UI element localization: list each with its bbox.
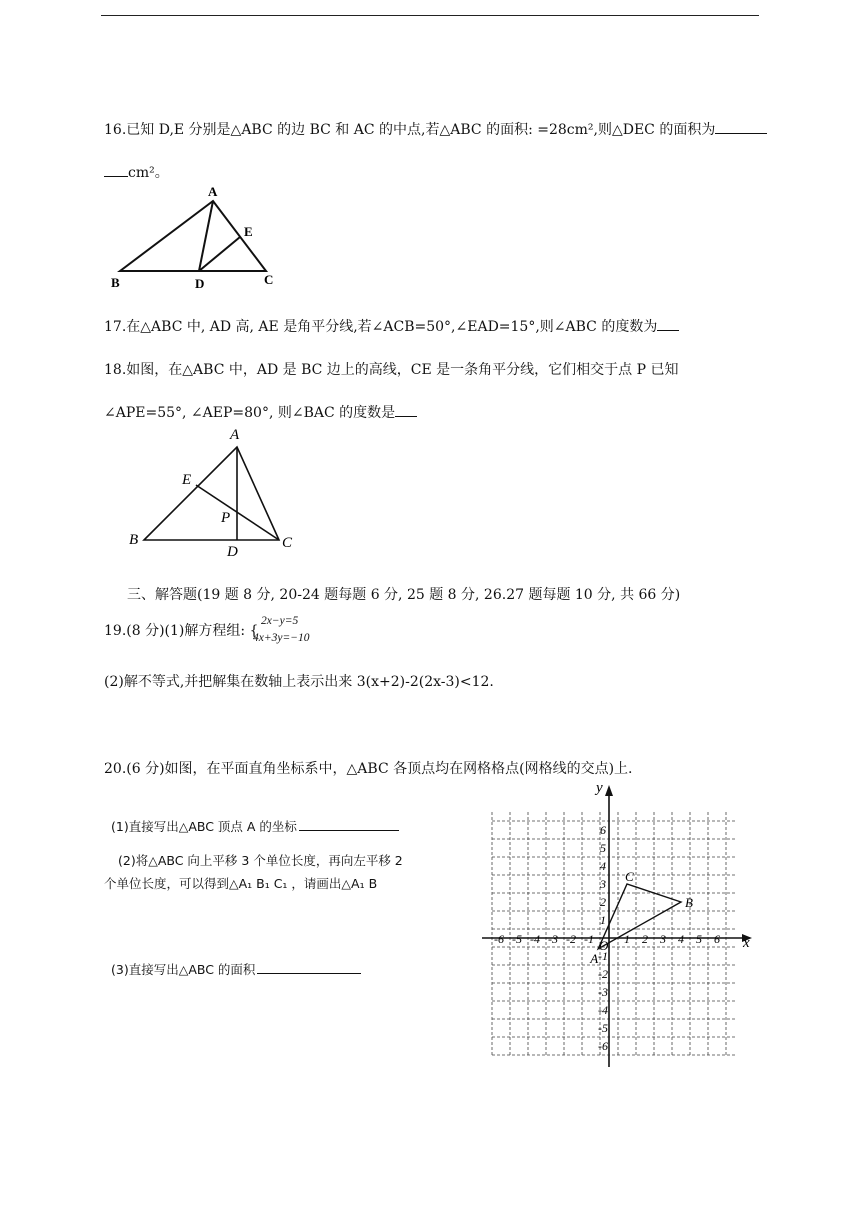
x-tick-label: -2 [566,932,576,946]
point-label-b: B [685,895,693,910]
q19-equation-2: 4x+3y=−10 [253,632,310,644]
q18-label-p: P [221,510,231,526]
q20-coordinate-grid [480,780,760,1070]
q18-label-d: D [227,544,238,560]
header-rule [101,15,759,16]
q20-sub2-line1: (2)将△ABC 向上平移 3 个单位长度，再向左平移 2 [118,853,403,868]
y-tick-label: 4 [600,859,606,873]
y-tick-label: -2 [598,967,608,981]
q18-label-b: B [129,532,139,548]
y-tick-label: -3 [598,985,608,999]
q18-label-a: A [230,427,240,443]
q17-text [104,318,679,336]
q20-sub3-text: (3)直接写出△ABC 的面积 [111,962,256,977]
q17-answer-blank [657,318,679,331]
x-tick-label: -1 [584,932,594,946]
q20-sub1 [111,818,399,836]
y-tick-label: 1 [600,913,606,927]
x-tick-label: -6 [494,932,504,946]
q18-label-e: E [182,472,192,488]
q16-label-b: B [111,275,120,290]
q18-triangle-figure [120,422,310,562]
y-tick-label: -5 [598,1021,608,1035]
x-tick-label: -5 [512,932,522,946]
y-tick-label: 3 [600,877,606,891]
y-tick-label: -1 [598,949,608,963]
q18-answer-blank [395,404,417,417]
q16-label-d: D [195,276,205,291]
q18-line1: 18.如图，在△ABC 中，AD 是 BC 边上的高线，CE 是一条角平分线，它们相交于点 P 已知 [104,362,679,378]
section3-heading: 三、解答题(19 题 8 分, 20-24 题每题 6 分, 25 题 8 分, 26.27 题每题 10 分, 共 66 分) [127,587,681,603]
q18-statement: ∠APE=55°, ∠AEP=80°, 则∠BAC 的度数是 [104,405,396,421]
q20-sub3-blank [257,961,361,974]
x-tick-label: 1 [624,932,630,946]
q18-label-c: C [282,535,293,551]
x-tick-label: -4 [530,932,540,946]
q16-answer-blank-cont [104,164,128,177]
y-tick-label: -6 [598,1039,608,1053]
q17-statement: 17.在△ABC 中, AD 高, AE 是角平分线,若∠ACB=50°,∠EAD=15°,则∠ABC 的度数为 [104,319,658,335]
q18-line2 [104,404,417,422]
q16-answer-blank [715,121,767,134]
point-label-a: A [590,950,599,966]
x-tick-label: 2 [642,932,648,946]
y-tick-label: 2 [600,895,606,909]
x-axis-label: x [743,935,750,951]
x-tick-label: 5 [696,932,702,946]
q16-triangle-figure [100,180,290,295]
y-axis-arrow [605,785,613,796]
y-axis-label: y [596,780,603,796]
q16-text [104,121,767,139]
y-tick-label: -4 [598,1003,608,1017]
q20-intro: 20.(6 分)如图，在平面直角坐标系中，△ABC 各顶点均在网格格点(网格线的交点)上. [104,761,633,777]
x-tick-label: -3 [548,932,558,946]
q20-sub2-line2: 个单位长度，可以得到△A₁ B₁ C₁ ，请画出△A₁ B [104,876,378,891]
q19-equation-1: 2x−y=5 [261,615,299,627]
q19-part2: (2)解不等式,并把解集在数轴上表示出来 3(x+2)-2(2x-3)<12. [104,674,494,690]
q16-unit: cm²。 [128,165,169,181]
x-tick-label: 3 [660,932,666,946]
y-tick-label: 6 [600,823,606,837]
point-label-c: C [625,869,634,884]
q16-label-a: A [208,184,218,199]
q19-part1-prefix: 19.(8 分)(1)解方程组: { [104,623,259,639]
triangle-abc-outline [598,884,681,949]
y-tick-label: 5 [600,841,606,855]
origin-label: O [599,938,609,953]
q16-statement: 16.已知 D,E 分别是△ABC 的边 BC 和 AC 的中点,若△ABC 的面积: =28cm²,则△DEC 的面积为 [104,122,716,138]
q16-label-e: E [244,224,253,239]
q16-label-c: C [264,272,274,287]
q20-sub1-blank [299,818,399,831]
x-tick-label: 6 [714,932,720,946]
q20-sub3 [111,961,361,979]
x-tick-label: 4 [678,932,684,946]
q20-sub1-text: (1)直接写出△ABC 顶点 A 的坐标 [111,819,297,834]
axes [482,780,752,1067]
